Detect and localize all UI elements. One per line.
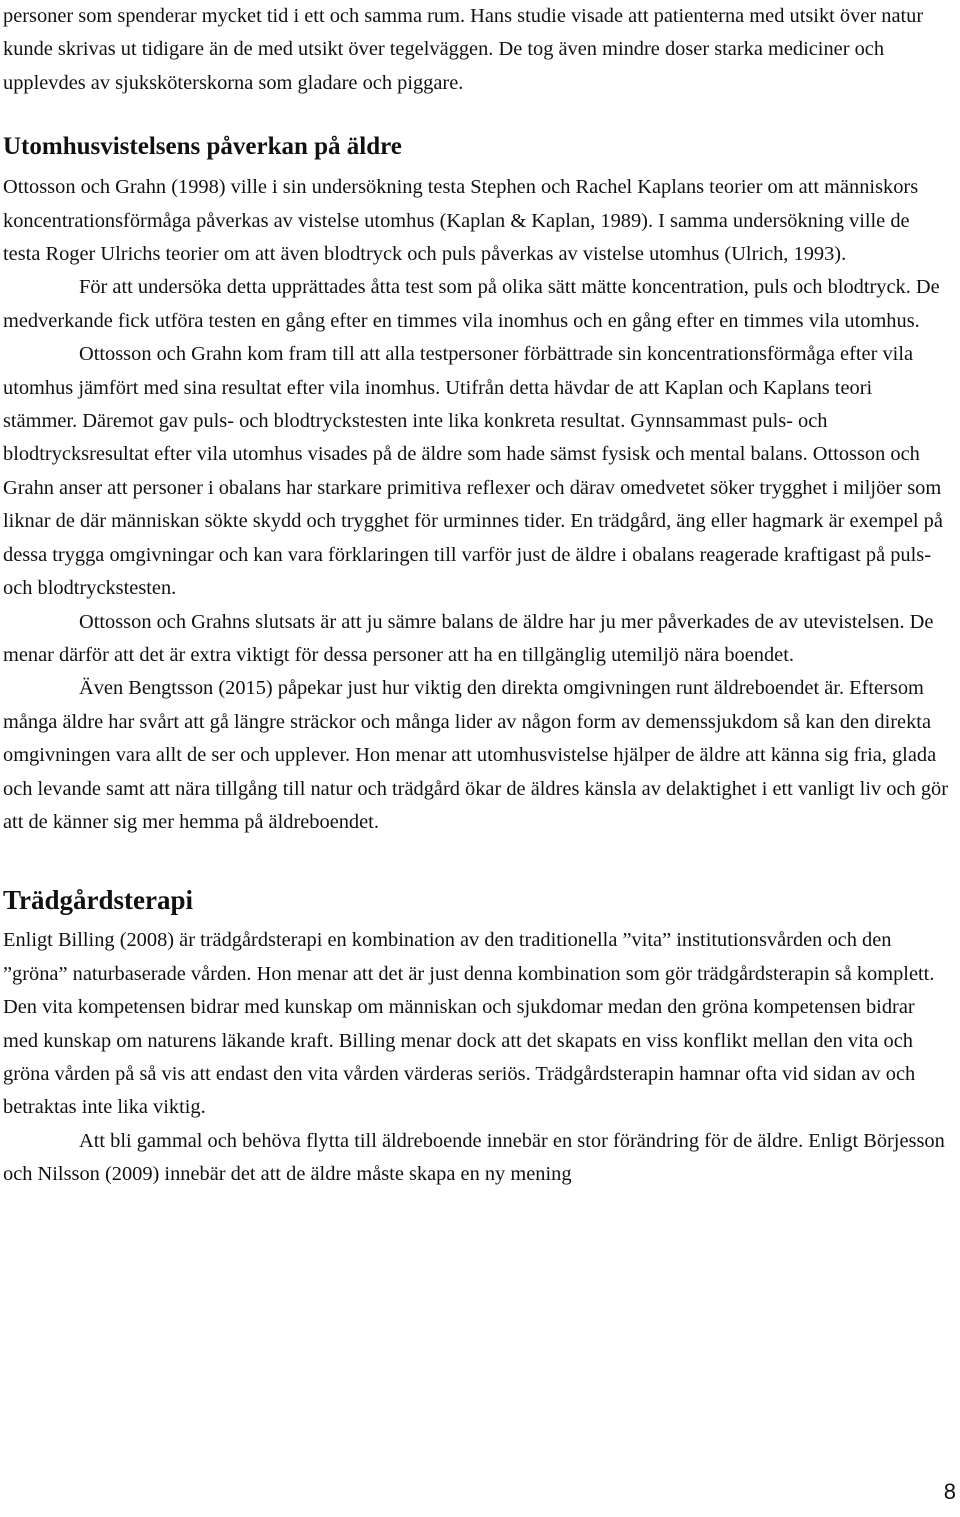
section-heading-garden-therapy: Trädgårdsterapi (3, 885, 193, 916)
garden-paragraph-1: Enligt Billing (2008) är trädgårdsterapi en kombination av den traditionella ”vita” institutionsvården och den ”gröna” naturbaserade vården. Hon menar att det är just denna kombination som gör trädgårdsterapin så komplett. Den vita kompetensen bidrar med kunskap om människan och sjukdomar medan den gröna kompetensen bidrar med kunskap om naturens läkande kraft. Billing menar dock att det skapats en viss konflikt mellan den vita och gröna vården på så vis att endast den vita vården värderas seriös. Trädgårdsterapin hamnar ofta vid sidan av och betraktas inte lika viktig. (3, 929, 935, 1119)
page-number: 8 (943, 1479, 956, 1504)
outdoor-paragraph-3: Ottosson och Grahn kom fram till att alla testpersoner förbättrade sin koncentrationsförmåga efter vila utomhus jämfört med sina resultat efter vila inomhus. Utifrån detta hävdar de att Kaplan och Kaplans teori stämmer. Däremot gav puls- och blodtryckstesten inte lika konkreta resultat. Gynnsammast puls- och blodtrycksresultat efter vila utomhus visades på de äldre som hade sämst fysisk och mental balans. Ottosson och Grahn anser att personer i obalans har starkare primitiva reflexer och därav omedvetet söker trygghet i miljöer som liknar de där människan sökte skydd och trygghet för urminnes tider. En trädgård, äng eller hagmark är exempel på dessa trygga omgivningar och kan vara förklaringen till varför just de äldre i obalans reagerade kraftigast på puls- och blodtryckstesten. (3, 343, 943, 600)
outdoor-paragraph-1: Ottosson och Grahn (1998) ville i sin undersökning testa Stephen och Rachel Kaplans teorier om att människors koncentrationsförmåga påverkas av vistelse utomhus (Kaplan & Kaplan, 1989). I samma undersökning ville de testa Roger Ulrichs teorier om att även blodtryck och puls påverkas av vistelse utomhus (Ulrich, 1993). (3, 176, 919, 266)
section-heading-outdoor: Utomhusvistelsens påverkan på äldre (3, 133, 402, 161)
intro-paragraph: personer som spenderar mycket tid i ett och samma rum. Hans studie visade att patienterna med utsikt över natur kunde skrivas ut tidigare än de med utsikt över tegelväggen. De tog även mindre doser starka mediciner och upplevdes av sjuksköterskorna som gladare och piggare. (3, 5, 924, 94)
garden-paragraph-2: Att bli gammal och behöva flytta till äldreboende innebär en stor förändring för de äldre. Enligt Börjesson och Nilsson (2009) innebär det att de äldre måste skapa en ny mening (3, 1129, 945, 1186)
outdoor-paragraph-2: För att undersöka detta upprättades åtta test som på olika sätt mätte koncentration, puls och blodtryck. De medverkande fick utföra testen en gång efter en timmes vila inomhus och en gång efter en timmes vila utomhus. (3, 276, 940, 332)
outdoor-paragraph-4: Ottosson och Grahns slutsats är att ju sämre balans de äldre har ju mer påverkades de av utevistelsen. De menar därför att det är extra viktigt för dessa personer att ha en tillgänglig utemiljö nära boendet. (3, 610, 934, 666)
outdoor-paragraph-5: Även Bengtsson (2015) påpekar just hur viktig den direkta omgivningen runt äldreboendet är. Eftersom många äldre har svårt att gå längre sträckor och många lider av någon form av demenssjukdom så kan den direkta omgivningen vara allt de ser och upplever. Hon menar att utomhusvistelse hjälper de äldre att känna sig fria, glada och levande samt att nära tillgång till natur och trädgård ökar de äldres känsla av delaktighet i ett vanligt liv och gör att de känner sig mer hemma på äldreboendet. (3, 677, 949, 833)
page-body (3, 0, 951, 1192)
